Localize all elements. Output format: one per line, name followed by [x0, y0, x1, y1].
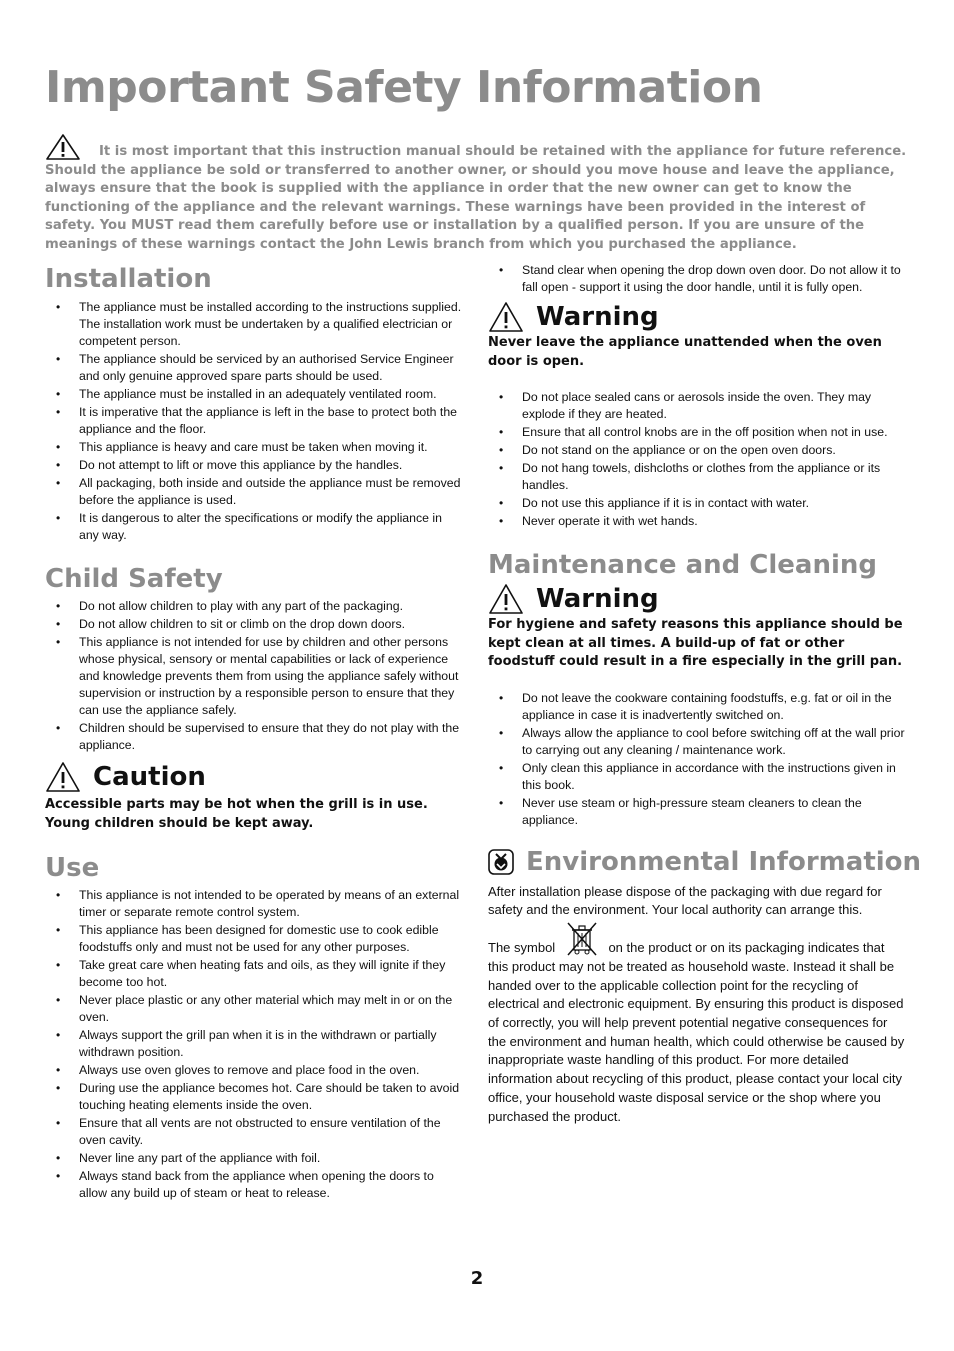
caution-header	[45, 760, 465, 794]
maintenance-heading: Maintenance and Cleaning	[488, 550, 877, 580]
list-item: • Ensure that all control knobs are in the off position when not in use.	[488, 424, 908, 441]
caution-title: Caution	[93, 762, 206, 792]
list-item: • Take great care when heating fats and oils, as they will ignite if they become too hot.	[45, 957, 465, 991]
list-item: • Never operate it with wet hands.	[488, 513, 908, 530]
warning-title: Warning	[536, 302, 659, 332]
environment-header	[488, 845, 922, 879]
list-item: • Always use oven gloves to remove and place food in the oven.	[45, 1062, 465, 1079]
left-column	[45, 262, 465, 1203]
list-item: • It is imperative that the appliance is left in the base to protect both the appliance and the floor.	[45, 404, 465, 438]
use-list-continued	[488, 262, 908, 296]
list-item: • Do not leave the cookware containing foodstuffs, e.g. fat or oil in the appliance in case it is inadvertently switched on.	[488, 690, 908, 724]
list-item: • Do not allow children to play with any part of the packaging.	[45, 598, 465, 615]
warning-triangle-icon	[45, 761, 81, 793]
list-item: • This appliance is not intended to be operated by means of an external timer or separate remote control system.	[45, 887, 465, 921]
environment-icon	[488, 849, 514, 875]
page-title: Important Safety Information	[45, 62, 763, 113]
installation-heading: Installation	[45, 264, 212, 294]
list-item: • Never place plastic or any other material which may melt in or on the oven.	[45, 992, 465, 1026]
list-item: • Ensure that all vents are not obstructed to ensure ventilation of the oven cavity.	[45, 1115, 465, 1149]
page-number: 2	[470, 1268, 484, 1289]
list-item: • Always allow the appliance to cool before switching off at the wall prior to carrying out any cleaning / maintenance work.	[488, 725, 908, 759]
list-item: • Always stand back from the appliance when opening the doors to allow any build up of steam or heat to release.	[45, 1168, 465, 1202]
list-item: • The appliance must be installed according to the instructions supplied. The installation work must be undertaken by a qualified electrician or competent person.	[45, 299, 465, 350]
list-item: • Only clean this appliance in accordance with the instructions given in this book.	[488, 760, 908, 794]
list-item: • Never line any part of the appliance with foil.	[45, 1150, 465, 1167]
maintenance-list	[488, 690, 908, 829]
list-item: • This appliance is not intended for use by children and other persons whose physical, sensory or mental capabilities or lack of experience and knowledge prevents them from using the appliance safely without supervision or instruction by a responsible person to ensure that they can use the appliance safely.	[45, 634, 465, 719]
list-item: • Do not attempt to lift or move this appliance by the handles.	[45, 457, 465, 474]
list-item: • Stand clear when opening the drop down oven door. Do not allow it to fall open - support it using the door handle, until it is fully open.	[488, 262, 908, 296]
environment-paragraph-2	[488, 920, 908, 1126]
use-heading: Use	[45, 853, 100, 883]
list-item: • Do not place sealed cans or aerosols inside the oven. They may explode if they are heated.	[488, 389, 908, 423]
environment-paragraph-1: After installation please dispose of the packaging with due regard for safety and the environment. Your local authority can arrange this.	[488, 883, 882, 918]
maintenance-warning-header	[488, 582, 908, 616]
installation-list	[45, 299, 465, 544]
warning-triangle-icon	[488, 301, 524, 333]
right-column	[488, 262, 922, 1126]
list-item: • Do not allow children to sit or climb on the drop down doors.	[45, 616, 465, 633]
list-item: • This appliance is heavy and care must be taken when moving it.	[45, 439, 465, 456]
child-safety-list	[45, 598, 465, 754]
intro-paragraph	[45, 133, 911, 255]
list-item: • Always support the grill pan when it is in the withdrawn or partially withdrawn position.	[45, 1027, 465, 1061]
warning-text: Never leave the appliance unattended when the oven door is open.	[488, 335, 882, 369]
child-safety-heading: Child Safety	[45, 564, 223, 594]
intro-text: It is most important that this instruction manual should be retained with the appliance for future reference. Should the appliance be sold or transferred to another owner, or should you move house and leave the appliance, always ensure that the book is supplied with the appliance in order that the new owner can get to know the functioning of the appliance and the relevant warnings. These warnings have been provided in the interest of safety. You MUST read them carefully before use or installation by a qualified person. If you are unsure of the meanings of these warnings contact the John Lewis branch from which you purchased the appliance.	[45, 144, 907, 252]
list-item: • The appliance should be serviced by an authorised Service Engineer and only genuine approved spare parts should be used.	[45, 351, 465, 385]
symbol-text-before: The symbol	[488, 939, 556, 955]
list-item: • The appliance must be installed in an adequately ventilated room.	[45, 386, 465, 403]
list-item: • During use the appliance becomes hot. Care should be taken to avoid touching heating elements inside the oven.	[45, 1080, 465, 1114]
list-item: • This appliance has been designed for domestic use to cook edible foodstuffs only and must not be used for any other purposes.	[45, 922, 465, 956]
maintenance-warning-text: For hygiene and safety reasons this appliance should be kept clean at all times. A build-up of fat or other foodstuff could result in a fire especially in the grill pan.	[488, 617, 903, 669]
list-item: • Children should be supervised to ensure that they do not play with the appliance.	[45, 720, 465, 754]
environment-heading: Environmental Information	[526, 846, 922, 877]
warning-header	[488, 300, 908, 334]
crossed-out-bin-icon	[563, 920, 601, 958]
list-item: • Do not hang towels, dishcloths or clothes from the appliance or its handles.	[488, 460, 908, 494]
list-item: • It is dangerous to alter the specifications or modify the appliance in any way.	[45, 510, 465, 544]
list-item: • All packaging, both inside and outside the appliance must be removed before the appliance is used.	[45, 475, 465, 509]
list-item: • Do not use this appliance if it is in contact with water.	[488, 495, 908, 512]
caution-text: Accessible parts may be hot when the grill is in use. Young children should be kept away.	[45, 797, 428, 831]
warning-list	[488, 389, 908, 530]
list-item: • Do not stand on the appliance or on the open oven doors.	[488, 442, 908, 459]
maintenance-warning-title: Warning	[536, 584, 659, 614]
symbol-text-after: on the product or on its packaging indicates that this product may not be treated as household waste. Instead it shall be handed over to the applicable collection point for the recycling of electrical and electronic equipment. By ensuring this product is disposed of correctly, you will help prevent potential negative consequences for the environment and human health, which could otherwise be caused by inappropriate waste handling of this product. For more detailed information about recycling of this product, please contact your local city office, your household waste disposal service or the shop where you purchased the product.	[488, 939, 905, 1124]
warning-triangle-icon	[45, 133, 81, 161]
use-list	[45, 887, 465, 1202]
list-item: • Never use steam or high-pressure steam cleaners to clean the appliance.	[488, 795, 908, 829]
warning-triangle-icon	[488, 583, 524, 615]
